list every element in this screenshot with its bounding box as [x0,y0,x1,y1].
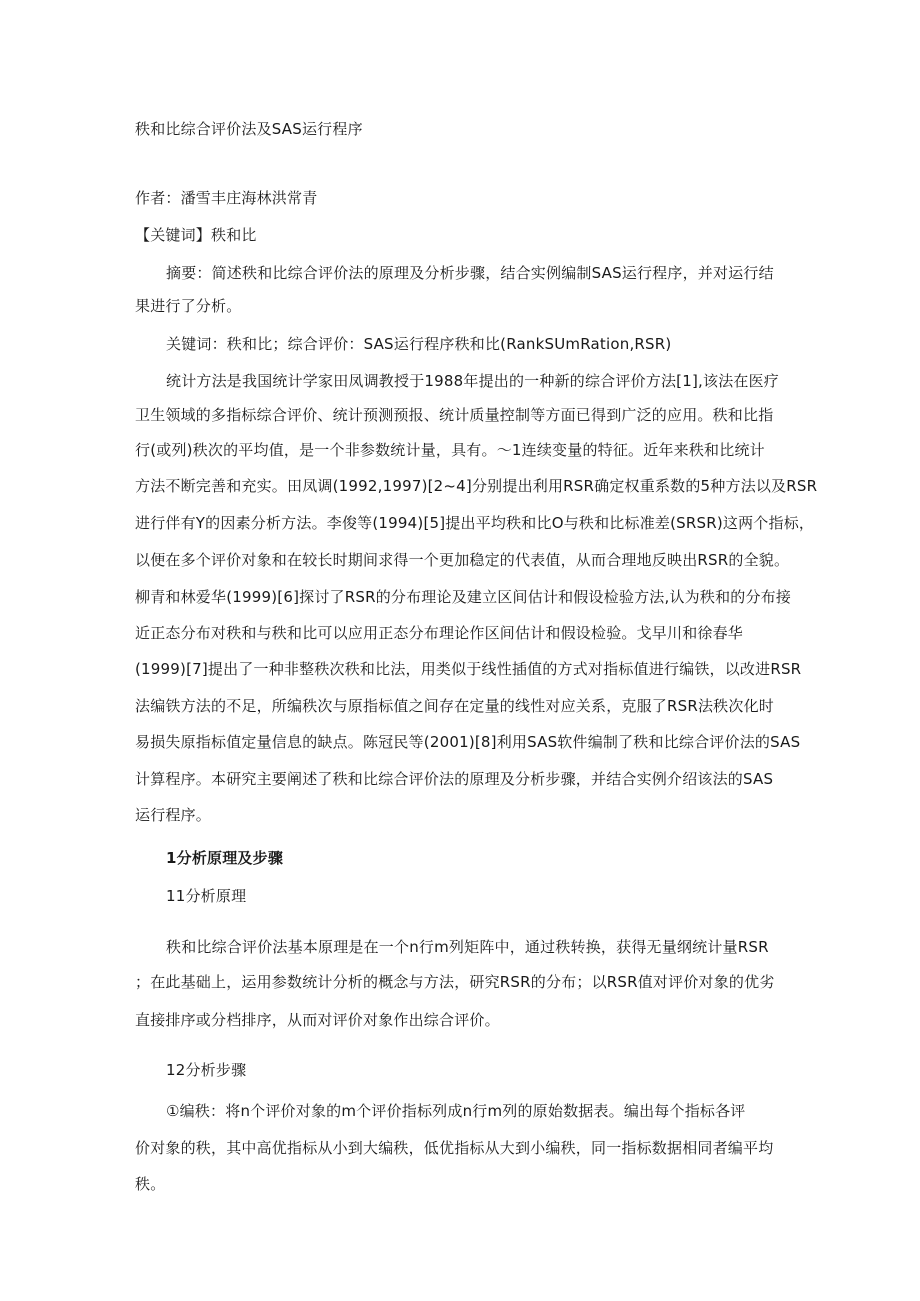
subsection-heading: 11分析原理 [166,887,247,905]
intro-line: 运行程序。 [135,806,212,824]
intro-line: (1999)[7]提出了一种非整秩次秩和比法，用类似于线性插值的方式对指标值进行编铁，以改进RSR [135,660,802,678]
section-line: ①编秩：将n个评价对象的m个评价指标列成n行m列的原始数据表。编出每个指标各评 [166,1102,746,1120]
subsection-heading: 12分析步骤 [166,1061,247,1079]
section-line: 秩和比综合评价法基本原理是在一个n行m列矩阵中，通过秩转换，获得无量纲统计量RSR [166,938,769,956]
intro-line: 统计方法是我国统计学家田凤调教授于1988年提出的一种新的综合评价方法[1],该法在医疗 [166,372,779,390]
abstract-line: 果进行了分析。 [135,297,242,315]
keywords-line: 关键词：秩和比；综合评价：SAS运行程序秩和比(RankSUmRation,RSR) [166,335,672,353]
section-line: 价对象的秩，其中高优指标从小到大编秩，低优指标从大到小编秩，同一指标数据相同者编平均 [135,1139,774,1157]
abstract-line: 摘要：简述秩和比综合评价法的原理及分析步骤，结合实例编制SAS运行程序，并对运行结 [166,264,774,282]
intro-line: 易损失原指标值定量信息的缺点。陈冠民等(2001)[8]利用SAS软件编制了秩和比综合评价法的SAS [135,733,801,751]
intro-line: 计算程序。本研究主要阐述了秩和比综合评价法的原理及分析步骤，并结合实例介绍该法的SAS [135,770,774,788]
authors-line: 作者：潘雪丰庄海林洪常青 [135,189,318,207]
section-line: ；在此基础上，运用参数统计分析的概念与方法，研究RSR的分布；以RSR值对评价对象的优劣 [135,973,775,991]
keywords-heading: 【关键词】秩和比 [135,226,257,244]
section-line: 直接排序或分档排序，从而对评价对象作出综合评价。 [135,1011,500,1029]
section-line: 秩。 [135,1175,166,1193]
intro-line: 方法不断完善和充实。田凤调(1992,1997)[2~4]分别提出利用RSR确定权重系数的5种方法以及RSR [135,477,818,495]
section-heading: 1分析原理及步骤 [166,849,284,867]
intro-line: 行(或列)秩次的平均值，是一个非参数统计量，具有。～1连续变量的特征。近年来秩和比统计 [135,441,765,459]
document-title: 秩和比综合评价法及SAS运行程序 [135,120,363,138]
intro-line: 近正态分布对秩和与秩和比可以应用正态分布理论作区间估计和假设检验。戈早川和徐春华 [135,624,744,642]
intro-line: 柳青和林爱华(1999)[6]探讨了RSR的分布理论及建立区间估计和假设检验方法,认为秩和的分布接 [135,588,792,606]
intro-line: 进行伴有Y的因素分析方法。李俊等(1994)[5]提出平均秩和比O与秩和比标准差(SRSR)这两个指标， [135,514,815,532]
intro-line: 卫生领域的多指标综合评价、统计预测预报、统计质量控制等方面已得到广泛的应用。秩和比指 [135,406,774,424]
intro-line: 以便在多个评价对象和在较长时期间求得一个更加稳定的代表值，从而合理地反映出RSR的全貌。 [135,551,790,569]
intro-line: 法编铁方法的不足，所编秩次与原指标值之间存在定量的线性对应关系，克服了RSR法秩次化时 [135,697,774,715]
